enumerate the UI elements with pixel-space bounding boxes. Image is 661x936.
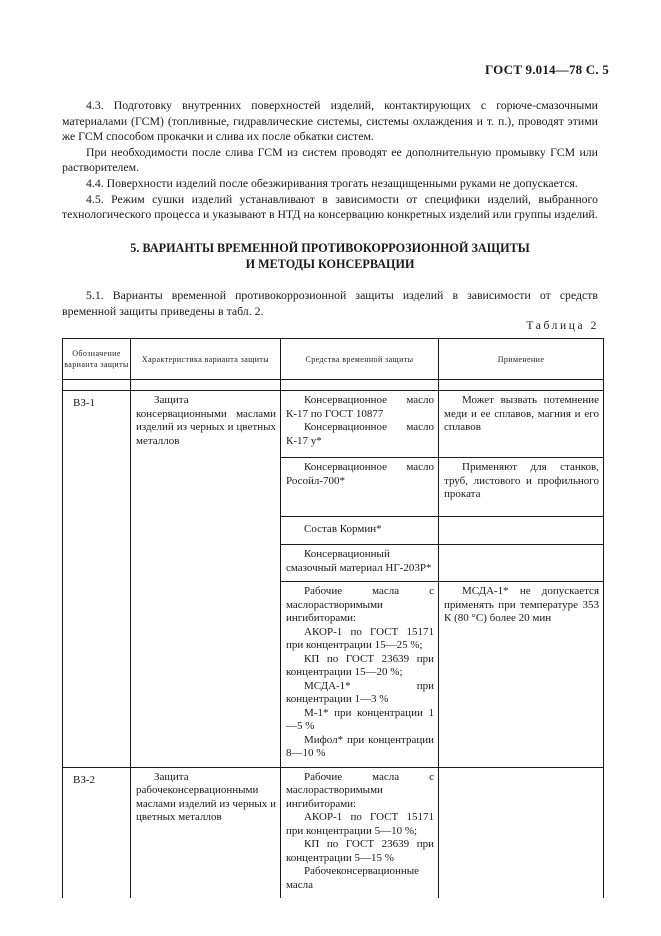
row-characteristic-vz2: Защита рабочеконсервационными маслами изделий из черных и цветных металлов	[131, 767, 281, 898]
application-cell	[439, 767, 604, 898]
means-text: Рабочие масла с маслорастворимыми ингибиторами:	[286, 770, 434, 810]
row-code-vz2: ВЗ-2	[63, 767, 131, 898]
means-cell	[281, 391, 439, 458]
means-cell	[281, 767, 439, 898]
body-text	[62, 98, 598, 223]
means-text: Консервационное масло К-17 у*	[286, 421, 434, 447]
means-cell: Консервационный смазочный материал НГ-203Р*	[281, 545, 439, 582]
paragraph-4-4: 4.4. Поверхности изделий после обезжиривания трогать незащищенными руками не допускается.	[86, 175, 578, 190]
application-cell: Применяют для станков, труб, листового и профильного проката	[439, 458, 604, 517]
paragraph-4-5: 4.5. Режим сушки изделий устанавливают в зависимости от специфики изделий, выбранного технологического процесса и указывают в НТД на консервацию конкретных изделий или группы изделий.	[62, 191, 598, 222]
means-cell: Состав Кормин*	[281, 517, 439, 545]
table-row	[63, 391, 604, 458]
section-intro	[62, 288, 598, 319]
means-text: Рабочие масла с маслорастворимыми ингибиторами:	[286, 585, 434, 624]
means-text: М-1* при концентрации 1—5 %	[286, 706, 434, 732]
means-text: АКОР-1 по ГОСТ 15171 при концентрации 15—25 %;	[286, 625, 434, 651]
page-header: ГОСТ 9.014—78 С. 5	[484, 62, 609, 77]
means-text: Консервационное масло К-17 по ГОСТ 10877	[286, 394, 434, 420]
means-cell: Консервационное масло Росойл-700*	[281, 458, 439, 517]
table-header-row	[63, 339, 604, 380]
means-text: Рабочеконсервационные масла	[286, 865, 420, 891]
means-text: КП по ГОСТ 23639 при концентрации 5—15 %	[286, 838, 434, 864]
paragraph-5-1: 5.1. Варианты временной противокоррозионной защиты изделий в зависимости от средств временной защиты приведены в табл. 2.	[62, 288, 598, 318]
application-cell: МСДА-1* не допускается применять при температуре 353 К (80 °С) более 20 мин	[439, 582, 604, 768]
header-application: Применение	[439, 339, 604, 380]
table-row	[63, 767, 604, 898]
means-text: АКОР-1 по ГОСТ 15171 при концентрации 5—10 %;	[286, 811, 434, 837]
application-cell: Может вызвать потемнение меди и ее сплавов, магния и его сплавов	[439, 391, 604, 458]
row-code-vz1: ВЗ-1	[63, 391, 131, 768]
header-code: Обозначение варианта защиты	[63, 339, 131, 380]
application-cell	[439, 517, 604, 545]
protection-table	[62, 338, 604, 898]
paragraph-4-3: 4.3. Подготовку внутренних поверхностей изделий, контактирующих с горюче-смазочными материалами (ГСМ) (топливные, гидравлические системы, системы охлаждения и т. п.), проводят этими же ГСМ способом прокачки и слива их после обкатки систем.	[62, 98, 598, 144]
header-characteristic: Характеристика варианта защиты	[131, 339, 281, 380]
paragraph-4-3-cont: При необходимости после слива ГСМ из систем проводят ее дополнительную промывку ГСМ или растворителем.	[62, 144, 598, 175]
table-gap-row	[63, 380, 604, 391]
section-title	[62, 240, 598, 272]
table-label: Таблица 2	[526, 320, 599, 332]
header-means: Средства временной защиты	[281, 339, 439, 380]
means-text: МСДА-1* при концентрации 1—3 %	[286, 679, 434, 705]
means-text: КП по ГОСТ 23639 при концентрации 15—20 %;	[286, 652, 434, 678]
application-cell	[439, 545, 604, 582]
means-text: Мифол* при концентрации 8—10 %	[286, 733, 434, 759]
section-title-line-2: И МЕТОДЫ КОНСЕРВАЦИИ	[245, 257, 415, 271]
row-characteristic-vz1: Защита консервационными маслами изделий из черных и цветных металлов	[131, 391, 281, 768]
means-cell	[281, 582, 439, 768]
section-title-line-1: 5. ВАРИАНТЫ ВРЕМЕННОЙ ПРОТИВОКОРРОЗИОННОЙ ЗАЩИТЫ	[130, 241, 530, 255]
